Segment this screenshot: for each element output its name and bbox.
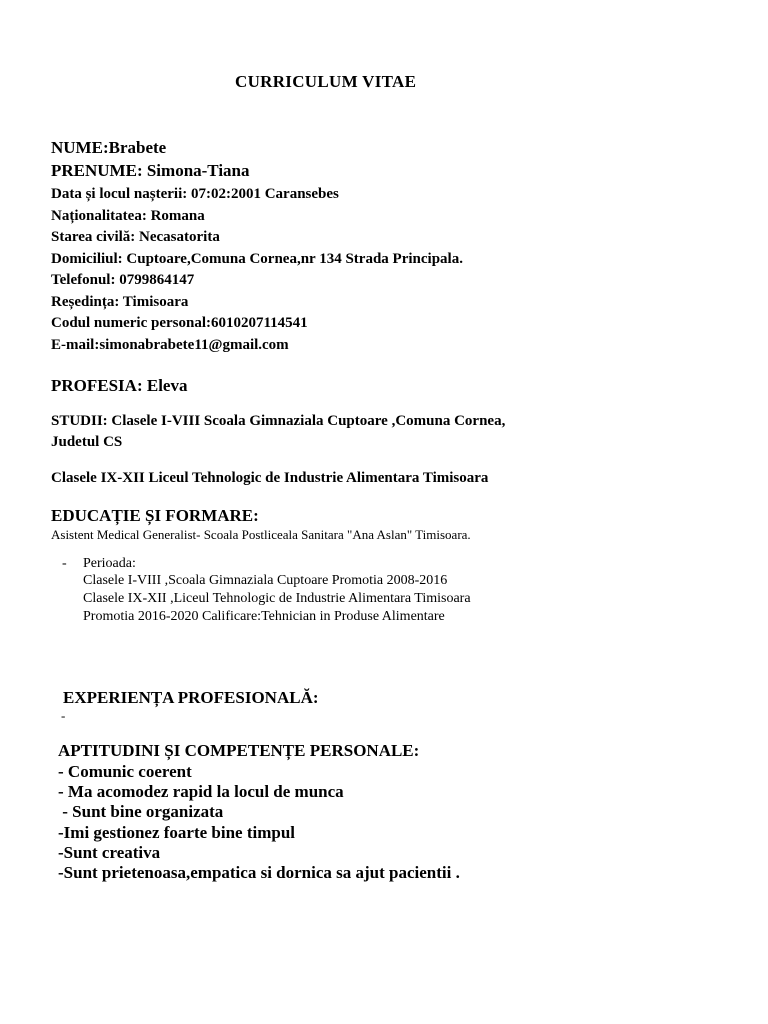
address-line: Domiciliul: Cuptoare,Comuna Cornea,nr 134 Strada Principala. <box>51 251 463 267</box>
skill-item: -Sunt creativa <box>58 843 161 862</box>
education-bullet: - <box>62 556 67 571</box>
skills-heading: APTITUDINI ȘI COMPETENȚE PERSONALE: <box>58 741 420 760</box>
period-line-2: Clasele IX-XII ,Liceul Tehnologic de Industrie Alimentara Timisoara <box>83 591 471 606</box>
residence-line: Reședința: Timisoara <box>51 294 189 310</box>
education-subline: Asistent Medical Generalist- Scoala Postliceala Sanitara "Ana Aslan" Timisoara. <box>51 527 471 542</box>
experience-dash: - <box>61 708 66 723</box>
period-label: Perioada: <box>83 556 136 571</box>
studies-line-3: Clasele IX-XII Liceul Tehnologic de Industrie Alimentara Timisoara <box>51 470 489 486</box>
skill-item: -Imi gestionez foarte bine timpul <box>58 823 296 842</box>
experience-heading: EXPERIENȚA PROFESIONALĂ: <box>63 688 319 707</box>
nationality-line: Naționalitatea: Romana <box>51 208 205 224</box>
cnp-line: Codul numeric personal:6010207114541 <box>51 315 308 331</box>
nume-line: NUME:Brabete <box>51 138 167 157</box>
studies-line-1: STUDII: Clasele I-VIII Scoala Gimnaziala Cuptoare ,Comuna Cornea, <box>51 413 506 429</box>
profession-line: PROFESIA: Eleva <box>51 376 188 395</box>
skill-item: - Sunt bine organizata <box>58 802 224 821</box>
period-line-1: Clasele I-VIII ,Scoala Gimnaziala Cuptoare Promotia 2008-2016 <box>83 573 448 588</box>
skill-item: -Sunt prietenoasa,empatica si dornica sa ajut pacientii . <box>58 863 460 882</box>
prenume-line: PRENUME: Simona-Tiana <box>51 161 250 180</box>
studies-line-2: Judetul CS <box>51 434 123 450</box>
skill-item: - Ma acomodez rapid la locul de munca <box>58 782 344 801</box>
education-heading: EDUCAȚIE ȘI FORMARE: <box>51 506 259 525</box>
email-line: E-mail:simonabrabete11@gmail.com <box>51 337 289 353</box>
phone-line: Telefonul: 0799864147 <box>51 272 195 288</box>
birth-line: Data și locul nașterii: 07:02:2001 Caransebes <box>51 186 339 202</box>
skill-item: - Comunic coerent <box>58 762 192 781</box>
civil-status-line: Starea civilă: Necasatorita <box>51 229 220 245</box>
document-title: CURRICULUM VITAE <box>235 72 417 91</box>
period-line-3: Promotia 2016-2020 Calificare:Tehnician in Produse Alimentare <box>83 609 445 624</box>
